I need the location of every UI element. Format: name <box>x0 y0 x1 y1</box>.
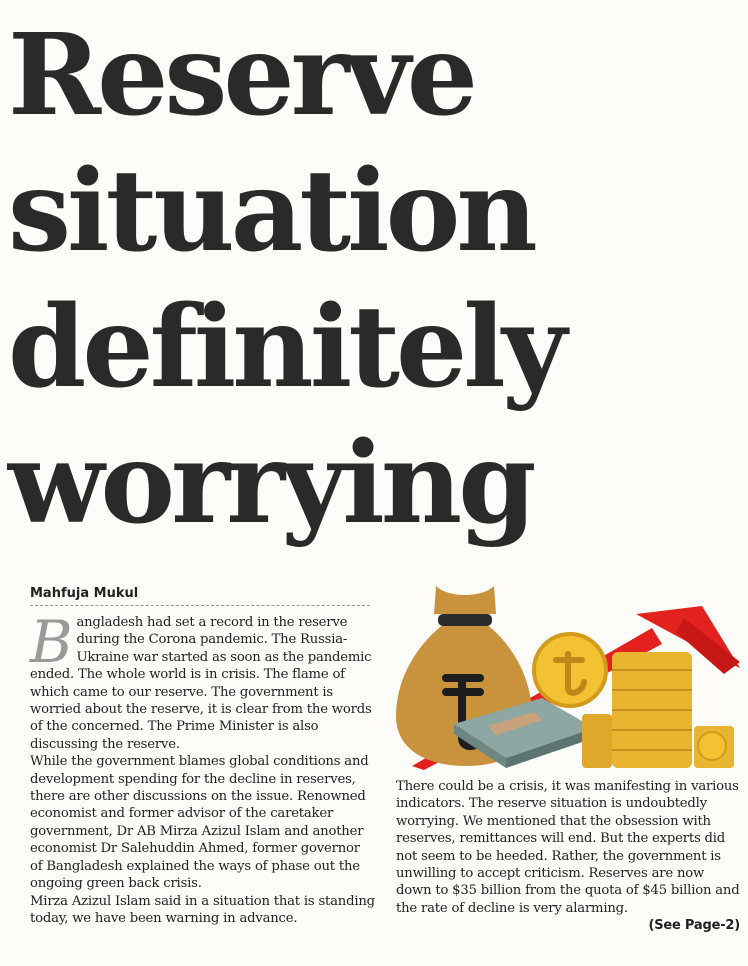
article-right-column <box>396 778 740 935</box>
paragraph-2: While the government blames global conditions and development spending for the decline in reserves, there are other discussions on the issue. Renowned economist and former advisor of the caretaker government, Dr AB Mirza Azizul Islam and another economist Dr Salehuddin Ahmed, former governor of Bangladesh explained the ways of phase out the ongoing green back crisis. <box>30 754 369 892</box>
see-page-reference: (See Page-2) <box>648 918 740 934</box>
right-column-text: There could be a crisis, it was manifesting in various indicators. The reserve situation is undoubtedly worrying. We mentioned that the obsession with reserves, remittances will end. But the experts did not seem to be heeded. Rather, the government is unwilling to accept criticism. Reserves are now down to $35 billion from the quota of $45 billion and the rate of decline is very alarming. <box>396 779 740 916</box>
reserve-illustration <box>384 578 744 770</box>
paragraph-3: Mirza Azizul Islam said in a situation that is standing today, we have been warning in advance. <box>30 893 375 926</box>
byline: Mahfuja Mukul <box>30 586 139 601</box>
small-coin-icon <box>698 732 726 760</box>
headline-line-2: situation <box>8 146 534 277</box>
headline-line-4: worrying <box>8 418 533 549</box>
headline <box>8 8 748 552</box>
article-left-column <box>30 608 375 927</box>
paragraph-1-text: angladesh had set a record in the reserve during the Corona pandemic. The Russia-Ukraine war started as soon as the pandemic ended. The whole world is in crisis. The flame of which came to our reserve. The government is worried about the reserve, it is clear from the words of the concerned. The Prime Minister is also discussing the reserve. <box>30 615 372 752</box>
taka-coin-icon <box>534 634 606 706</box>
drop-cap: B <box>30 608 73 676</box>
headline-line-1: Reserve <box>8 10 474 141</box>
byline-divider <box>30 605 370 606</box>
headline-line-3: definitely <box>8 282 563 413</box>
paragraph-1 <box>30 608 375 753</box>
